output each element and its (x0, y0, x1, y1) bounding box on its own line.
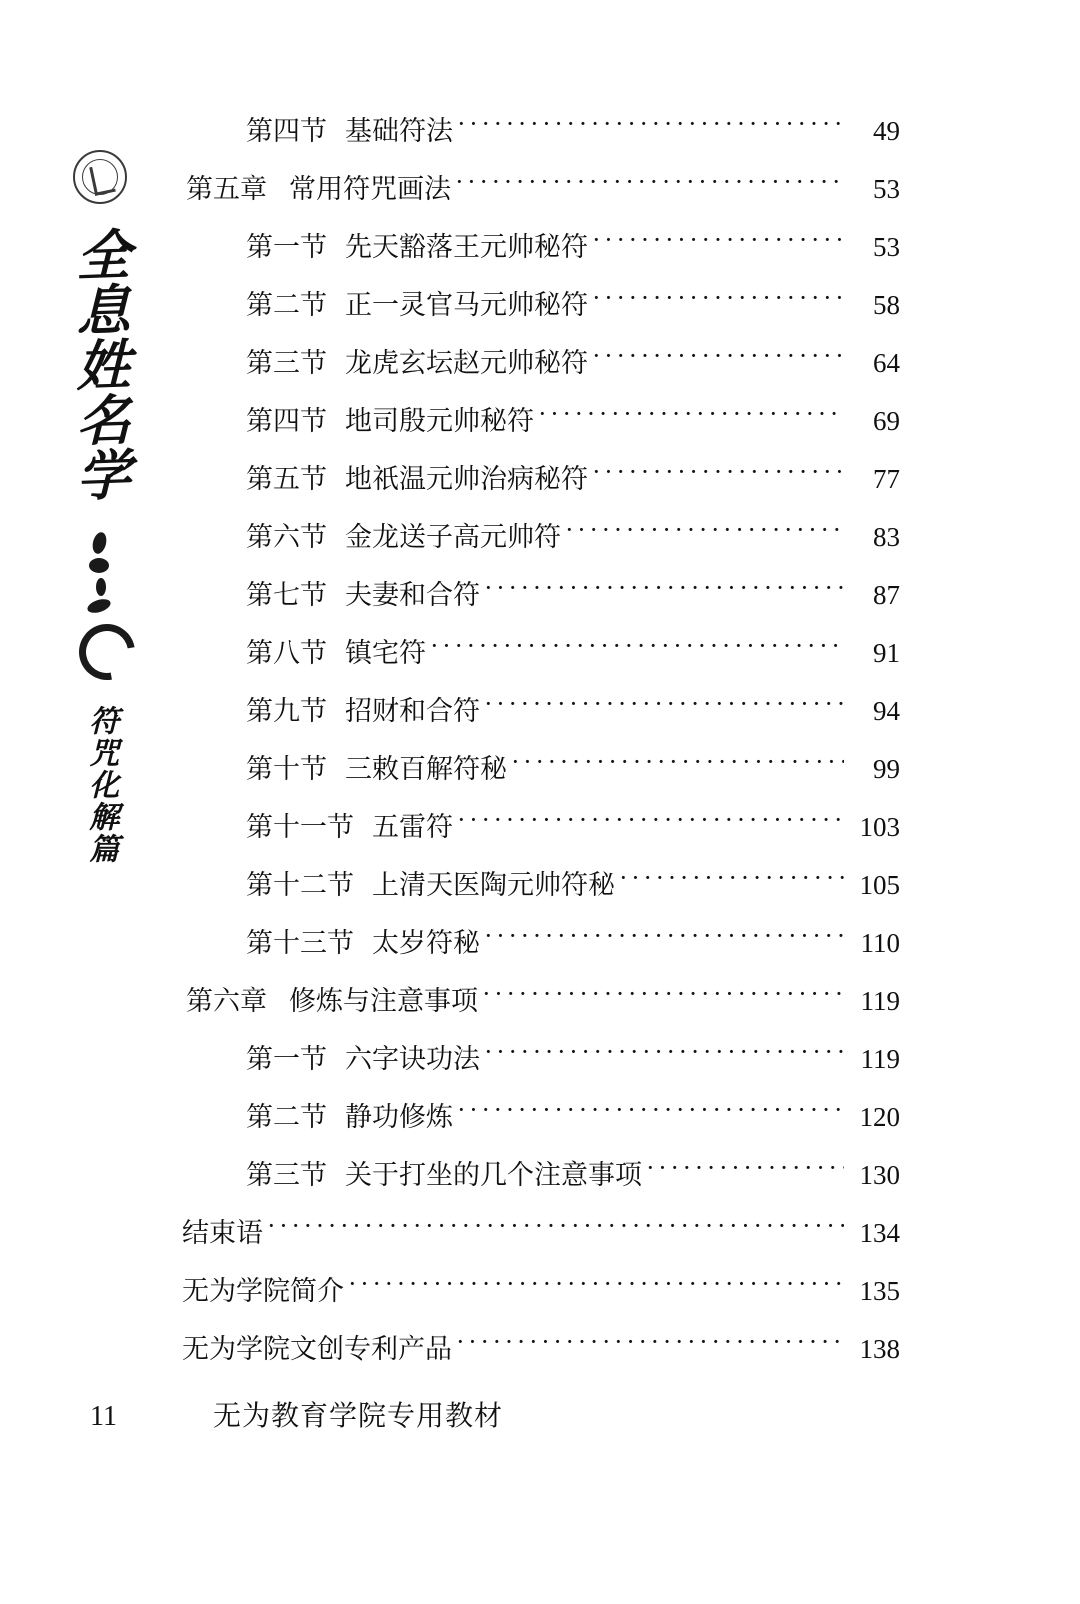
toc-entry-page: 110 (860, 928, 900, 958)
toc-entry-number: 第四节 (246, 116, 327, 146)
toc-leader-dots (455, 171, 844, 198)
toc-leader-dots (619, 867, 844, 894)
toc-entry-title: 上清天医陶元帅符秘 (372, 870, 615, 900)
toc-leader-dots (592, 461, 844, 488)
toc-entry-title: 地司殷元帅秘符 (345, 406, 534, 436)
table-of-contents (170, 100, 900, 1376)
toc-entry-title: 龙虎玄坛赵元帅秘符 (345, 348, 588, 378)
toc-entry-label (246, 234, 588, 261)
toc-entry-title: 无为学院简介 (182, 1276, 344, 1306)
toc-entry-label (246, 930, 480, 957)
toc-leader-dots (565, 519, 844, 546)
toc-entry-number: 第五节 (246, 464, 327, 494)
toc-entry[interactable] (170, 274, 900, 332)
toc-leader-dots (267, 1215, 844, 1242)
toc-leader-dots (646, 1157, 844, 1184)
toc-entry-number: 第三节 (246, 348, 327, 378)
toc-entry[interactable] (170, 1318, 900, 1376)
book-subtitle-calligraphy: 符咒化解篇 (83, 705, 119, 865)
toc-entry-title: 招财和合符 (345, 696, 480, 726)
toc-entry-page: 105 (859, 870, 900, 900)
toc-entry-page: 91 (873, 638, 900, 668)
book-title-calligraphy: 全息姓名学 (68, 225, 133, 503)
page-footer (90, 1394, 503, 1434)
toc-entry[interactable] (170, 1202, 900, 1260)
toc-entry-page: 130 (859, 1160, 900, 1190)
toc-entry-page: 99 (873, 754, 900, 784)
toc-entry-title: 正一灵官马元帅秘符 (345, 290, 588, 320)
toc-entry-number: 第七节 (246, 580, 327, 610)
toc-entry-number: 第一节 (246, 1044, 327, 1074)
toc-entry-page: 138 (859, 1334, 900, 1364)
toc-leader-dots (484, 577, 844, 604)
toc-entry-page: 77 (873, 464, 900, 494)
toc-leader-dots (457, 1099, 844, 1126)
toc-entry-label (246, 524, 561, 551)
toc-entry-number: 第二节 (246, 1102, 327, 1132)
toc-entry-number: 第二节 (246, 290, 327, 320)
toc-entry-page: 120 (859, 1102, 900, 1132)
toc-entry-page: 64 (873, 348, 900, 378)
toc-entry[interactable] (170, 680, 900, 738)
toc-entry-number: 第十三节 (246, 928, 354, 958)
toc-entry-label (246, 1104, 453, 1131)
toc-leader-dots (484, 1041, 844, 1068)
toc-entry[interactable] (170, 216, 900, 274)
toc-leader-dots (592, 345, 844, 372)
toc-entry-number: 第三节 (246, 1160, 327, 1190)
toc-entry-label (182, 1220, 263, 1247)
toc-leader-dots (457, 113, 844, 140)
toc-entry-label (246, 698, 480, 725)
toc-entry-page: 103 (859, 812, 900, 842)
toc-entry-title: 六字诀功法 (345, 1044, 480, 1074)
circular-seal-icon (73, 150, 127, 204)
toc-entry-title: 镇宅符 (345, 638, 426, 668)
toc-entry-title: 结束语 (182, 1218, 263, 1248)
toc-entry-label (246, 640, 426, 667)
toc-entry[interactable] (170, 738, 900, 796)
toc-entry-title: 先天豁落王元帅秘符 (345, 232, 588, 262)
toc-entry-number: 第十节 (246, 754, 327, 784)
toc-leader-dots (348, 1273, 844, 1300)
toc-entry-title: 基础符法 (345, 116, 453, 146)
toc-entry[interactable] (170, 158, 900, 216)
toc-entry[interactable] (170, 796, 900, 854)
toc-entry-page: 119 (860, 986, 900, 1016)
page-number: 11 (90, 1401, 117, 1432)
toc-leader-dots (484, 693, 844, 720)
toc-entry-label (246, 1162, 642, 1189)
toc-entry-title: 常用符咒画法 (289, 174, 451, 204)
toc-entry-title: 五雷符 (372, 812, 453, 842)
toc-entry[interactable] (170, 1028, 900, 1086)
toc-entry-page: 69 (873, 406, 900, 436)
toc-entry-label (246, 408, 534, 435)
toc-entry-number: 第六章 (186, 986, 267, 1016)
toc-entry-number: 第六节 (246, 522, 327, 552)
toc-entry[interactable] (170, 912, 900, 970)
toc-entry-number: 第一节 (246, 232, 327, 262)
toc-entry-label (246, 350, 588, 377)
toc-entry-title: 地祇温元帅治病秘符 (345, 464, 588, 494)
toc-entry-label (246, 756, 507, 783)
toc-entry[interactable] (170, 100, 900, 158)
toc-entry-page: 58 (873, 290, 900, 320)
toc-entry[interactable] (170, 970, 900, 1028)
calligraphy-glyph-icon (65, 528, 135, 678)
toc-entry-label (246, 814, 453, 841)
toc-leader-dots (484, 925, 844, 952)
toc-entry-label (182, 1278, 344, 1305)
toc-entry[interactable] (170, 390, 900, 448)
toc-entry-label (246, 466, 588, 493)
toc-entry[interactable] (170, 506, 900, 564)
toc-entry[interactable] (170, 854, 900, 912)
imprint-text: 无为教育学院专用教材 (212, 1401, 503, 1432)
toc-entry-label (246, 118, 453, 145)
toc-entry-number: 第十一节 (246, 812, 354, 842)
toc-entry-number: 第五章 (186, 174, 267, 204)
toc-leader-dots (538, 403, 844, 430)
toc-entry-label (246, 582, 480, 609)
toc-entry-page: 83 (873, 522, 900, 552)
toc-entry-page: 119 (860, 1044, 900, 1074)
toc-entry-page: 53 (873, 232, 900, 262)
toc-entry-title: 金龙送子高元帅符 (345, 522, 561, 552)
toc-entry-title: 三敕百解符秘 (345, 754, 507, 784)
toc-entry-number: 第四节 (246, 406, 327, 436)
toc-entry[interactable] (170, 332, 900, 390)
toc-entry[interactable] (170, 564, 900, 622)
toc-entry-page: 134 (859, 1218, 900, 1248)
toc-leader-dots (457, 809, 844, 836)
toc-entry[interactable] (170, 622, 900, 680)
toc-leader-dots (430, 635, 844, 662)
toc-leader-dots (456, 1331, 844, 1358)
toc-entry-title: 夫妻和合符 (345, 580, 480, 610)
toc-entry-title: 太岁符秘 (372, 928, 480, 958)
toc-entry-number: 第十二节 (246, 870, 354, 900)
toc-entry-page: 94 (873, 696, 900, 726)
toc-entry-title: 无为学院文创专利产品 (182, 1334, 452, 1364)
toc-entry[interactable] (170, 1260, 900, 1318)
toc-entry[interactable] (170, 448, 900, 506)
toc-leader-dots (511, 751, 844, 778)
book-spine-artwork (40, 150, 160, 870)
toc-entry[interactable] (170, 1086, 900, 1144)
toc-entry-label (246, 292, 588, 319)
toc-leader-dots (592, 229, 844, 256)
toc-leader-dots (592, 287, 844, 314)
toc-entry[interactable] (170, 1144, 900, 1202)
toc-entry-label (182, 1336, 452, 1363)
toc-entry-label (186, 176, 451, 203)
toc-entry-page: 49 (873, 116, 900, 146)
toc-entry-number: 第八节 (246, 638, 327, 668)
toc-entry-page: 53 (873, 174, 900, 204)
toc-entry-page: 87 (873, 580, 900, 610)
toc-entry-label (186, 988, 478, 1015)
toc-entry-title: 关于打坐的几个注意事项 (345, 1160, 642, 1190)
toc-entry-page: 135 (859, 1276, 900, 1306)
toc-leader-dots (482, 983, 844, 1010)
toc-entry-label (246, 1046, 480, 1073)
toc-entry-label (246, 872, 615, 899)
toc-entry-number: 第九节 (246, 696, 327, 726)
toc-entry-title: 修炼与注意事项 (289, 986, 478, 1016)
toc-entry-title: 静功修炼 (345, 1102, 453, 1132)
